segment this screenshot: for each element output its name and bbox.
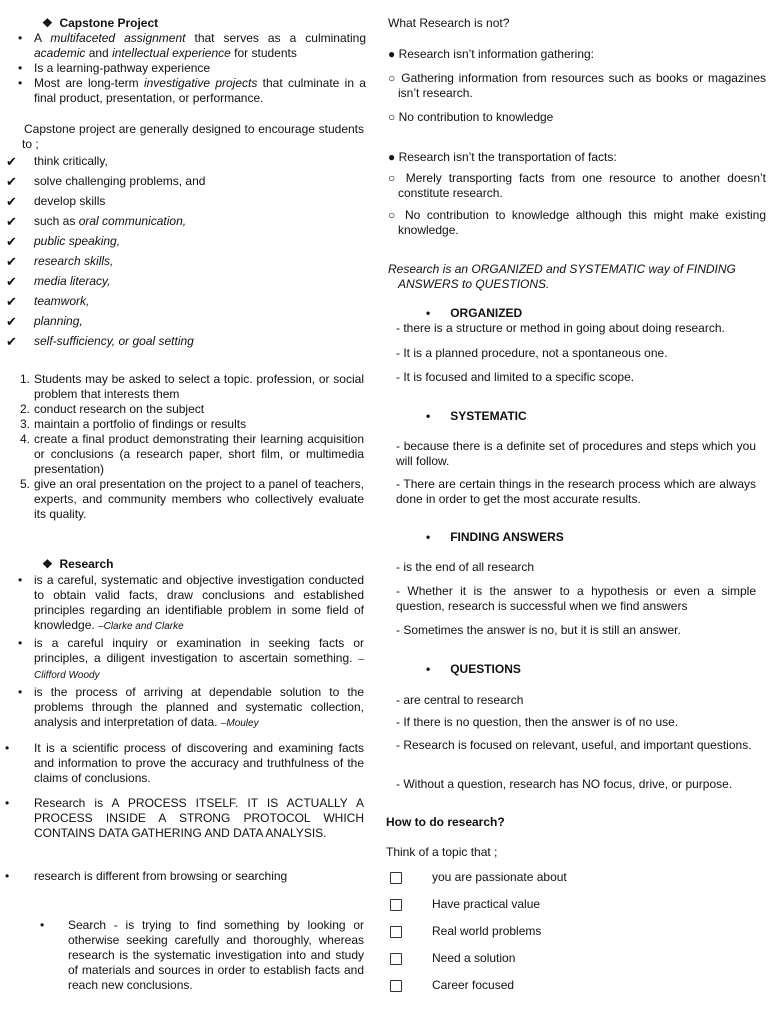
transport-sub-1: ○ Merely transporting facts from one resource to another doesn’t constitute research.: [388, 171, 766, 200]
research-def: • is a careful inquiry or examination in seeking facts or principles, a diligent investigation to ascertain something. –Clifford Woody: [18, 636, 364, 681]
finding-item: - Whether it is the answer to a hypothesis or even a simple question, research is successful when we find answers: [396, 584, 756, 613]
topic-check-item: you are passionate about: [384, 870, 754, 897]
bullet-icon: •: [426, 662, 431, 676]
diamond-icon: ❖: [42, 557, 53, 571]
numbered-item: 3. maintain a portfolio of findings or results: [20, 417, 247, 431]
check-item: ✔ develop skills: [6, 194, 106, 209]
numbered-item: 2. conduct research on the subject: [20, 402, 205, 416]
research-definition: Research is an ORGANIZED and SYSTEMATIC way of FINDING ANSWERS to QUESTIONS.: [388, 262, 736, 291]
questions-item: - are central to research: [396, 693, 524, 707]
check-item: ✔ self-sufficiency, or goal setting: [6, 334, 194, 349]
checkbox-icon[interactable]: [390, 980, 402, 992]
check-list: [0, 154, 360, 354]
systematic-item: - There are certain things in the research process which are always done in order to get the most accurate results.: [396, 477, 756, 506]
finding-item: - Sometimes the answer is no, but it is still an answer.: [396, 623, 681, 637]
checkmark-icon: ✔: [6, 194, 17, 209]
check-item: ✔ think critically,: [6, 154, 108, 169]
different-bullet: • research is different from browsing or searching: [5, 869, 288, 883]
numbered-item: 4. create a final product demonstrating their learning acquisition or conclusions (a research paper, short film, or multimedia presentation): [20, 432, 364, 476]
check-item: ✔ research skills,: [6, 254, 114, 269]
checkmark-icon: ✔: [6, 334, 17, 349]
numbered-item: 1. Students may be asked to select a topic. profession, or social problem that interests them: [20, 372, 364, 401]
organized-item: - It is a planned procedure, not a spontaneous one.: [396, 346, 668, 360]
capstone-bullet-3: • Most are long-term investigative projects that culminate in a final product, presentation, or performance.: [18, 76, 366, 105]
check-item: ✔ solve challenging problems, and: [6, 174, 206, 189]
finding-item: - is the end of all research: [396, 560, 535, 574]
research-title: Research: [59, 557, 114, 571]
topic-check-list: [384, 870, 754, 1005]
topic-check-item: Need a solution: [384, 951, 754, 978]
check-item: ✔ teamwork,: [6, 294, 90, 309]
checkmark-icon: ✔: [6, 314, 17, 329]
organized-item: - there is a structure or method in going about doing research.: [396, 321, 725, 335]
checkbox-icon[interactable]: [390, 926, 402, 938]
process-bullet: • Research is A PROCESS ITSELF. IT IS ACTUALLY A PROCESS INSIDE A STRONG PROTOCOL WHICH CONTAINS DATA GATHERING AND DATA ANALYSIS.: [5, 796, 364, 840]
howto-heading: How to do research?: [386, 815, 505, 829]
numbered-list: [20, 372, 364, 522]
topic-check-item: Real world problems: [384, 924, 754, 951]
checkbox-icon[interactable]: [390, 953, 402, 965]
research-heading: [42, 557, 113, 572]
check-item: ✔ media literacy,: [6, 274, 111, 289]
bullet-icon: •: [426, 306, 431, 320]
capstone-bullet-2: • Is a learning-pathway experience: [18, 61, 211, 75]
scientific-bullet: • It is a scientific process of discovering and examining facts and information to prove the accuracy and truthfulness of the claims of conclusions.: [5, 741, 364, 785]
organized-heading: • ORGANIZED: [426, 306, 523, 320]
bullet-icon: •: [426, 530, 431, 544]
topic-check-item: Career focused: [384, 978, 754, 1005]
capstone-bullet-1: • A multifaceted assignment that serves as a culminating academic and intellectual experience for students: [18, 31, 366, 60]
transport-sub-2: ○ No contribution to knowledge although this might make existing knowledge.: [388, 208, 766, 237]
checkmark-icon: ✔: [6, 274, 17, 289]
checkmark-icon: ✔: [6, 154, 17, 169]
questions-heading: • QUESTIONS: [426, 662, 521, 676]
research-definitions: [6, 573, 364, 731]
checkmark-icon: ✔: [6, 254, 17, 269]
check-item: ✔ public speaking,: [6, 234, 121, 249]
capstone-title: Capstone Project: [59, 16, 159, 30]
think-topic: Think of a topic that ;: [386, 845, 498, 859]
not-transport: ● Research isn’t the transportation of facts:: [388, 150, 617, 164]
checkmark-icon: ✔: [6, 214, 17, 229]
research-def: • is the process of arriving at dependable solution to the problems through the planned and systematic collection, analysis and interpretation of data. –Mouley: [18, 685, 364, 729]
bullet-icon: •: [426, 409, 431, 423]
checkbox-icon[interactable]: [390, 872, 402, 884]
capstone-heading: [42, 16, 158, 31]
gathering-sub-2: ○ No contribution to knowledge: [388, 110, 554, 124]
what-not-heading: What Research is not?: [388, 16, 510, 30]
gathering-sub-1: ○ Gathering information from resources such as books or magazines isn’t research.: [388, 71, 766, 100]
topic-check-item: Have practical value: [384, 897, 754, 924]
diamond-icon: ❖: [42, 16, 53, 30]
encourage-intro: Capstone project are generally designed to encourage students to ;: [22, 122, 364, 151]
checkmark-icon: ✔: [6, 294, 17, 309]
systematic-heading: • SYSTEMATIC: [426, 409, 527, 423]
check-item: ✔ such as oral communication,: [6, 214, 187, 229]
organized-item: - It is focused and limited to a specific scope.: [396, 370, 635, 384]
checkbox-icon[interactable]: [390, 899, 402, 911]
search-bullet: • Search - is trying to find something by looking or otherwise seeking carefully and thoroughly, whereas research is the systematic investigation into and study of materials and sources in order to establish facts and reach new conclusions.: [40, 918, 364, 992]
check-item: ✔ planning,: [6, 314, 83, 329]
research-def: • is a careful, systematic and objective investigation conducted to obtain valid facts, draw conclusions and established principles regarding an identifiable problem in some field of knowledge. –Clarke and Clarke: [18, 573, 364, 632]
checkmark-icon: ✔: [6, 234, 17, 249]
not-gathering: ● Research isn’t information gathering:: [388, 47, 595, 61]
finding-heading: • FINDING ANSWERS: [426, 530, 564, 544]
questions-item: - If there is no question, then the answer is of no use.: [396, 715, 679, 729]
systematic-item: - because there is a definite set of procedures and steps which you will follow.: [396, 439, 756, 468]
checkmark-icon: ✔: [6, 174, 17, 189]
numbered-item: 5. give an oral presentation on the project to a panel of teachers, experts, and community members who collectively evaluate its quality.: [20, 477, 364, 521]
questions-item: - Research is focused on relevant, useful, and important questions.: [396, 738, 752, 752]
questions-item: - Without a question, research has NO focus, drive, or purpose.: [396, 777, 733, 791]
capstone-bullets: [6, 31, 366, 106]
